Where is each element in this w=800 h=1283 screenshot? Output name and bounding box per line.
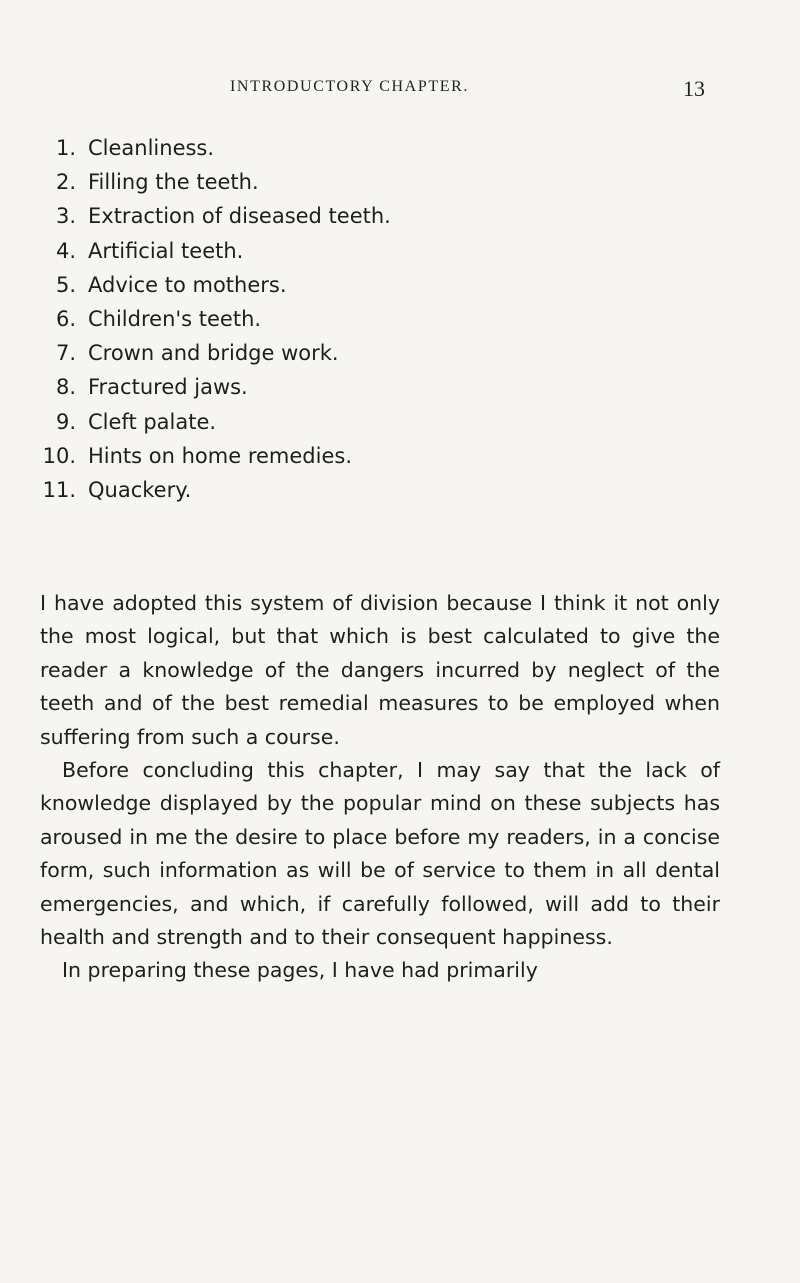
list-item <box>40 199 720 233</box>
list-item-text: Advice to mothers. <box>88 272 287 297</box>
chapter-list <box>40 131 720 507</box>
list-item-number: 1. <box>55 136 76 160</box>
list-item-text: Extraction of diseased teeth. <box>88 204 391 229</box>
list-item <box>40 131 720 165</box>
list-item <box>40 405 720 439</box>
page-number: 13 <box>683 76 705 101</box>
list-item-text: Quackery. <box>88 477 192 502</box>
paragraph-preparing: In preparing these pages, I have had primarily <box>62 958 538 983</box>
list-item-number: 7. <box>55 341 76 366</box>
list-item-text: Cleanliness. <box>88 136 215 160</box>
list-item-number: 4. <box>55 238 76 263</box>
list-item-text: Filling the teeth. <box>88 170 259 195</box>
running-head: INTRODUCTORY CHAPTER. <box>230 78 469 95</box>
list-item-number: 11. <box>42 477 76 502</box>
list-item-number: 6. <box>55 306 76 331</box>
list-item-number: 10. <box>42 443 76 468</box>
list-item-number: 3. <box>55 204 76 229</box>
list-item <box>40 473 720 507</box>
list-item-number: 2. <box>55 170 76 195</box>
body-text <box>40 587 720 988</box>
paragraph-division-rationale: I have adopted this system of division because I think it not only the most logical, but that which is best calculated to give the reader a knowledge of the dangers incurred by neglect of the teeth and of the best remedial measures to be employed when suffering from such a course. <box>40 591 720 749</box>
list-item-text: Crown and bridge work. <box>88 341 339 366</box>
list-item-number: 9. <box>55 409 76 434</box>
list-item-text: Children's teeth. <box>88 306 262 331</box>
list-item-text: Fractured jaws. <box>88 375 248 400</box>
list-item-text: Hints on home remedies. <box>88 443 352 468</box>
list-item <box>40 336 720 370</box>
list-item <box>40 165 720 199</box>
list-item <box>40 370 720 404</box>
paragraph-conclusion: Before concluding this chapter, I may say that the lack of knowledge displayed by the popular mind on these subjects has aroused in me the desire to place before my readers, in a concise form, such information as will be of service to them in all dental emergencies, and which, if carefully followed, will add to their health and strength and to their consequent happiness. <box>40 758 720 950</box>
list-item-number: 5. <box>55 272 76 297</box>
list-item <box>40 302 720 336</box>
list-item <box>40 439 720 473</box>
list-item-text: Cleft palate. <box>88 409 217 434</box>
list-item-text: Artificial teeth. <box>88 238 244 263</box>
list-item <box>40 234 720 268</box>
list-item <box>40 268 720 302</box>
list-item-number: 8. <box>55 375 76 400</box>
